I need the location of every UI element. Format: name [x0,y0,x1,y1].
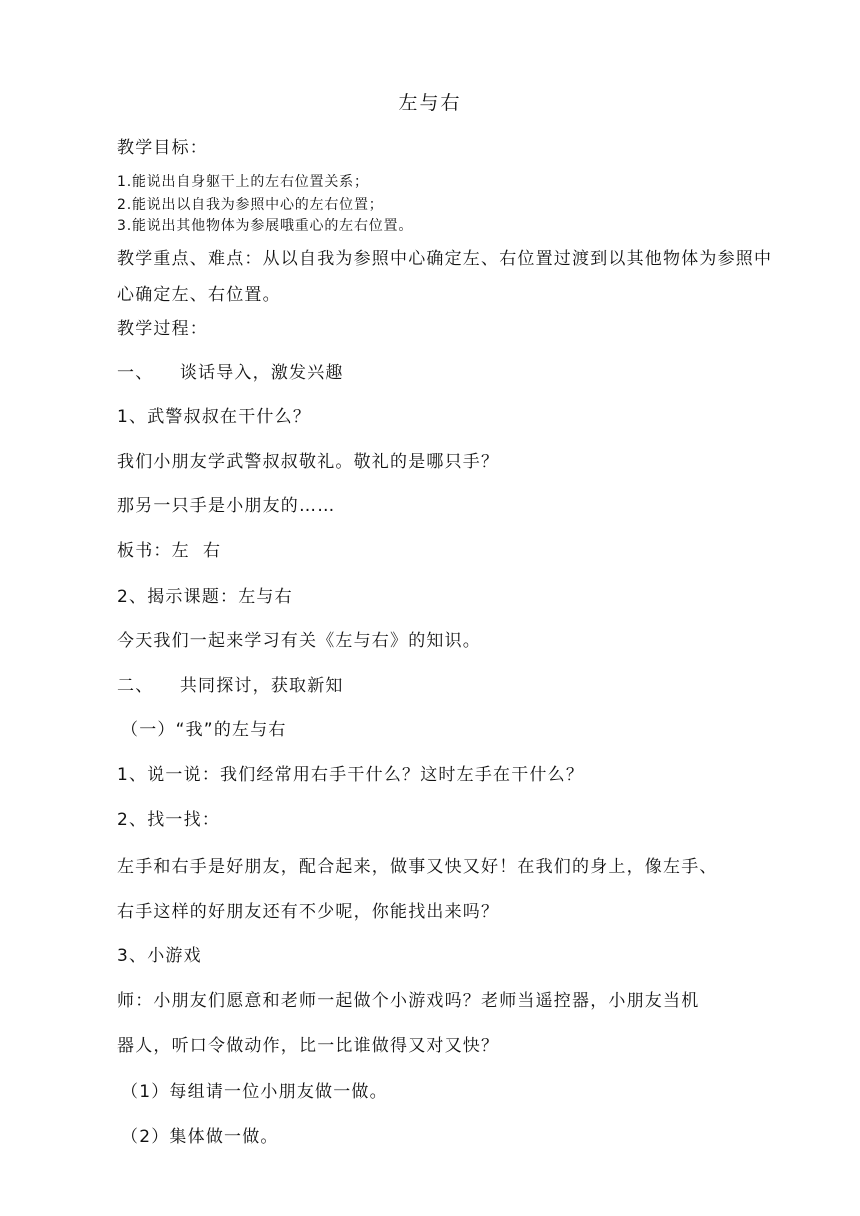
section-2-item-3: 3、小游戏 [117,946,202,966]
section-2-subheading-1: （一）“我”的左与右 [121,720,287,740]
section-2-item-1: 1、说一说：我们经常用右手干什么？这时左手在干什么？ [117,765,585,785]
section-2-text-1-line-2: 右手这样的好朋友还有不少呢，你能找出来吗？ [117,902,500,922]
section-1-item-2: 2、揭示课题：左与右 [117,587,293,607]
objective-item-3: 3.能说出其他物体为参展哦重心的左右位置。 [117,218,414,234]
section-2-step-2: （2）集体做一做。 [121,1127,279,1147]
section-2-text-2-line-1: 师：小朋友们愿意和老师一起做个小游戏吗？老师当遥控器，小朋友当机 [117,991,700,1011]
document-title: 左与右 [398,92,462,114]
section-1-item-1: 1、武警叔叔在干什么？ [117,407,312,427]
section-2-text-2-line-2: 器人，听口令做动作，比一比谁做得又对又快？ [117,1036,500,1056]
section-2-step-1: （1）每组请一位小朋友做一做。 [121,1082,388,1102]
key-points-line-2: 心确定左、右位置。 [117,285,281,305]
objective-item-2: 2.能说出以自我为参照中心的左右位置； [117,197,384,213]
section-1-text-3: 今天我们一起来学习有关《左与右》的知识。 [117,631,481,651]
objective-item-1: 1.能说出自身躯干上的左右位置关系； [117,174,369,190]
section-1-heading: 一、 谈话导入，激发兴趣 [117,363,344,383]
section-2-text-1-line-1: 左手和右手是好朋友，配合起来，做事又快又好！在我们的身上，像左手、 [117,857,718,877]
objectives-heading: 教学目标： [117,138,208,158]
section-1-board-writing: 板书：左 右 [117,541,222,561]
section-2-item-2: 2、找一找： [117,810,221,830]
section-1-text-2: 那另一只手是小朋友的…… [117,496,336,516]
section-2-heading: 二、 共同探讨，获取新知 [117,676,344,696]
key-points-line-1: 教学重点、难点：从以自我为参照中心确定左、右位置过渡到以其他物体为参照中 [117,249,773,269]
section-1-text-1: 我们小朋友学武警叔叔敬礼。敬礼的是哪只手？ [117,452,500,472]
process-heading: 教学过程： [117,319,208,339]
